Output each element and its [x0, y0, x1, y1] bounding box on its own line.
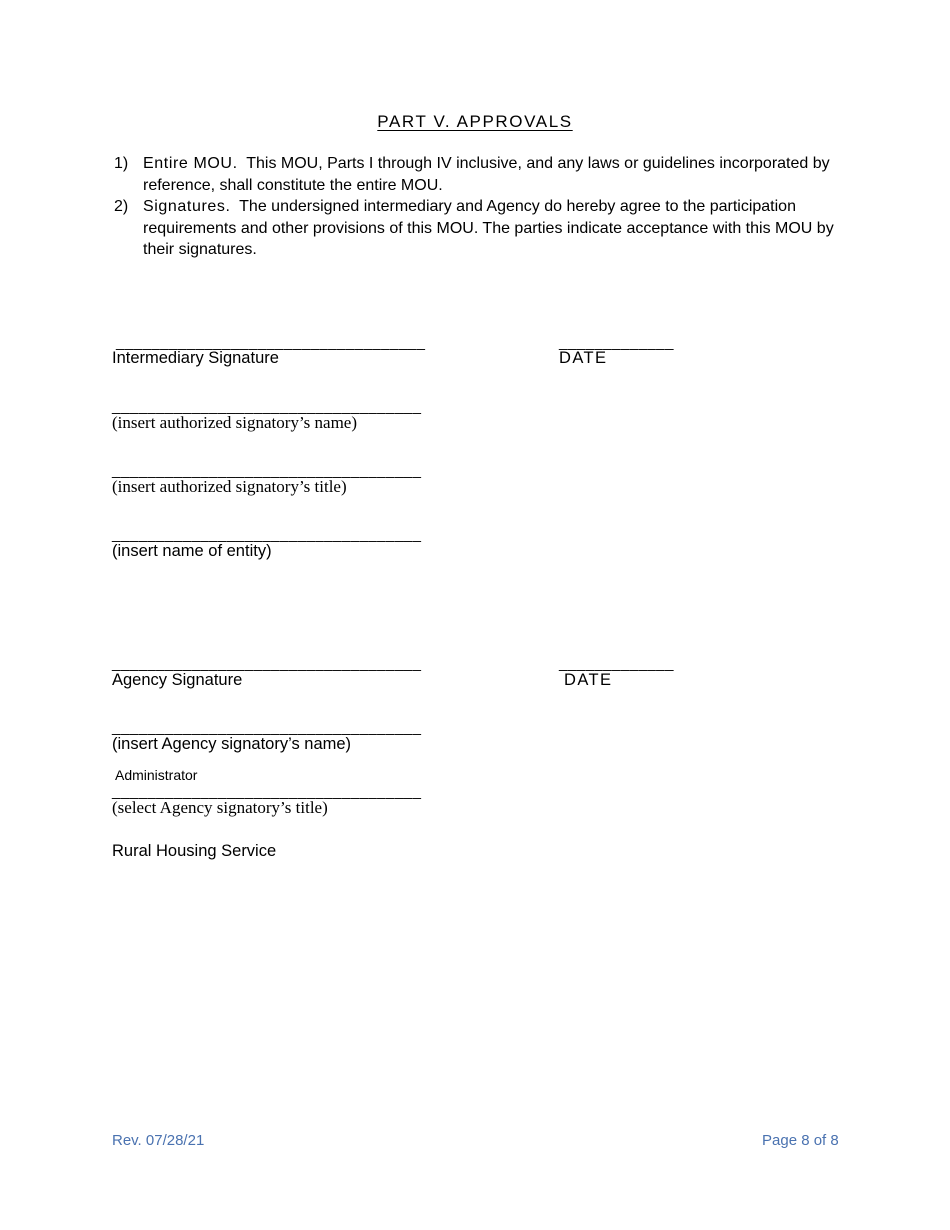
agency-title-label: (select Agency signatory’s title): [112, 798, 328, 817]
agency-title-line[interactable]: ___________________________________: [112, 783, 422, 800]
intermediary-name-line[interactable]: ___________________________________: [112, 398, 422, 415]
agency-name-line[interactable]: ___________________________________: [112, 719, 422, 736]
list-item-number: 2): [114, 198, 129, 215]
intermediary-date-line[interactable]: _____________: [559, 334, 674, 351]
list-item-number: 1): [114, 155, 129, 172]
list-item-text: This MOU, Parts I through IV inclusive, and any laws or guidelines incorporated by reference, shall constitute the entire MOU.: [143, 155, 830, 194]
intermediary-signature-line[interactable]: ___________________________________: [116, 334, 426, 351]
list-item-signatures: [114, 196, 834, 261]
agency-date-line[interactable]: _____________: [559, 655, 674, 672]
agency-date-label: DATE: [564, 671, 613, 689]
intermediary-date-label: DATE: [559, 349, 608, 367]
agency-title-value[interactable]: Administrator: [115, 767, 198, 783]
list-item-text: The undersigned intermediary and Agency do hereby agree to the participation requirements and other provisions of this MOU. The parties indicate acceptance with this MOU by their signatures.: [143, 198, 834, 258]
intermediary-entity-line[interactable]: ___________________________________: [112, 526, 422, 543]
intermediary-title-line[interactable]: ___________________________________: [112, 462, 422, 479]
list-item-heading: Signatures.: [143, 198, 231, 215]
footer-page-number: Page 8 of 8: [762, 1132, 839, 1149]
intermediary-name-label: (insert authorized signatory’s name): [112, 413, 358, 432]
agency-signature-label: Agency Signature: [112, 671, 243, 689]
list-item-entire-mou: [114, 153, 834, 196]
intermediary-title-label: (insert authorized signatory’s title): [112, 477, 347, 496]
intermediary-entity-label: (insert name of entity): [112, 542, 272, 560]
section-title: PART V. APPROVALS: [377, 112, 573, 131]
intermediary-signature-label: Intermediary Signature: [112, 349, 279, 367]
approval-list: [114, 153, 834, 261]
agency-name-label: (insert Agency signatory’s name): [112, 735, 352, 753]
list-item-heading: Entire MOU.: [143, 155, 238, 172]
agency-signature-line[interactable]: ___________________________________: [112, 655, 422, 672]
agency-entity-value: Rural Housing Service: [112, 842, 277, 860]
footer-revision: Rev. 07/28/21: [112, 1132, 205, 1149]
